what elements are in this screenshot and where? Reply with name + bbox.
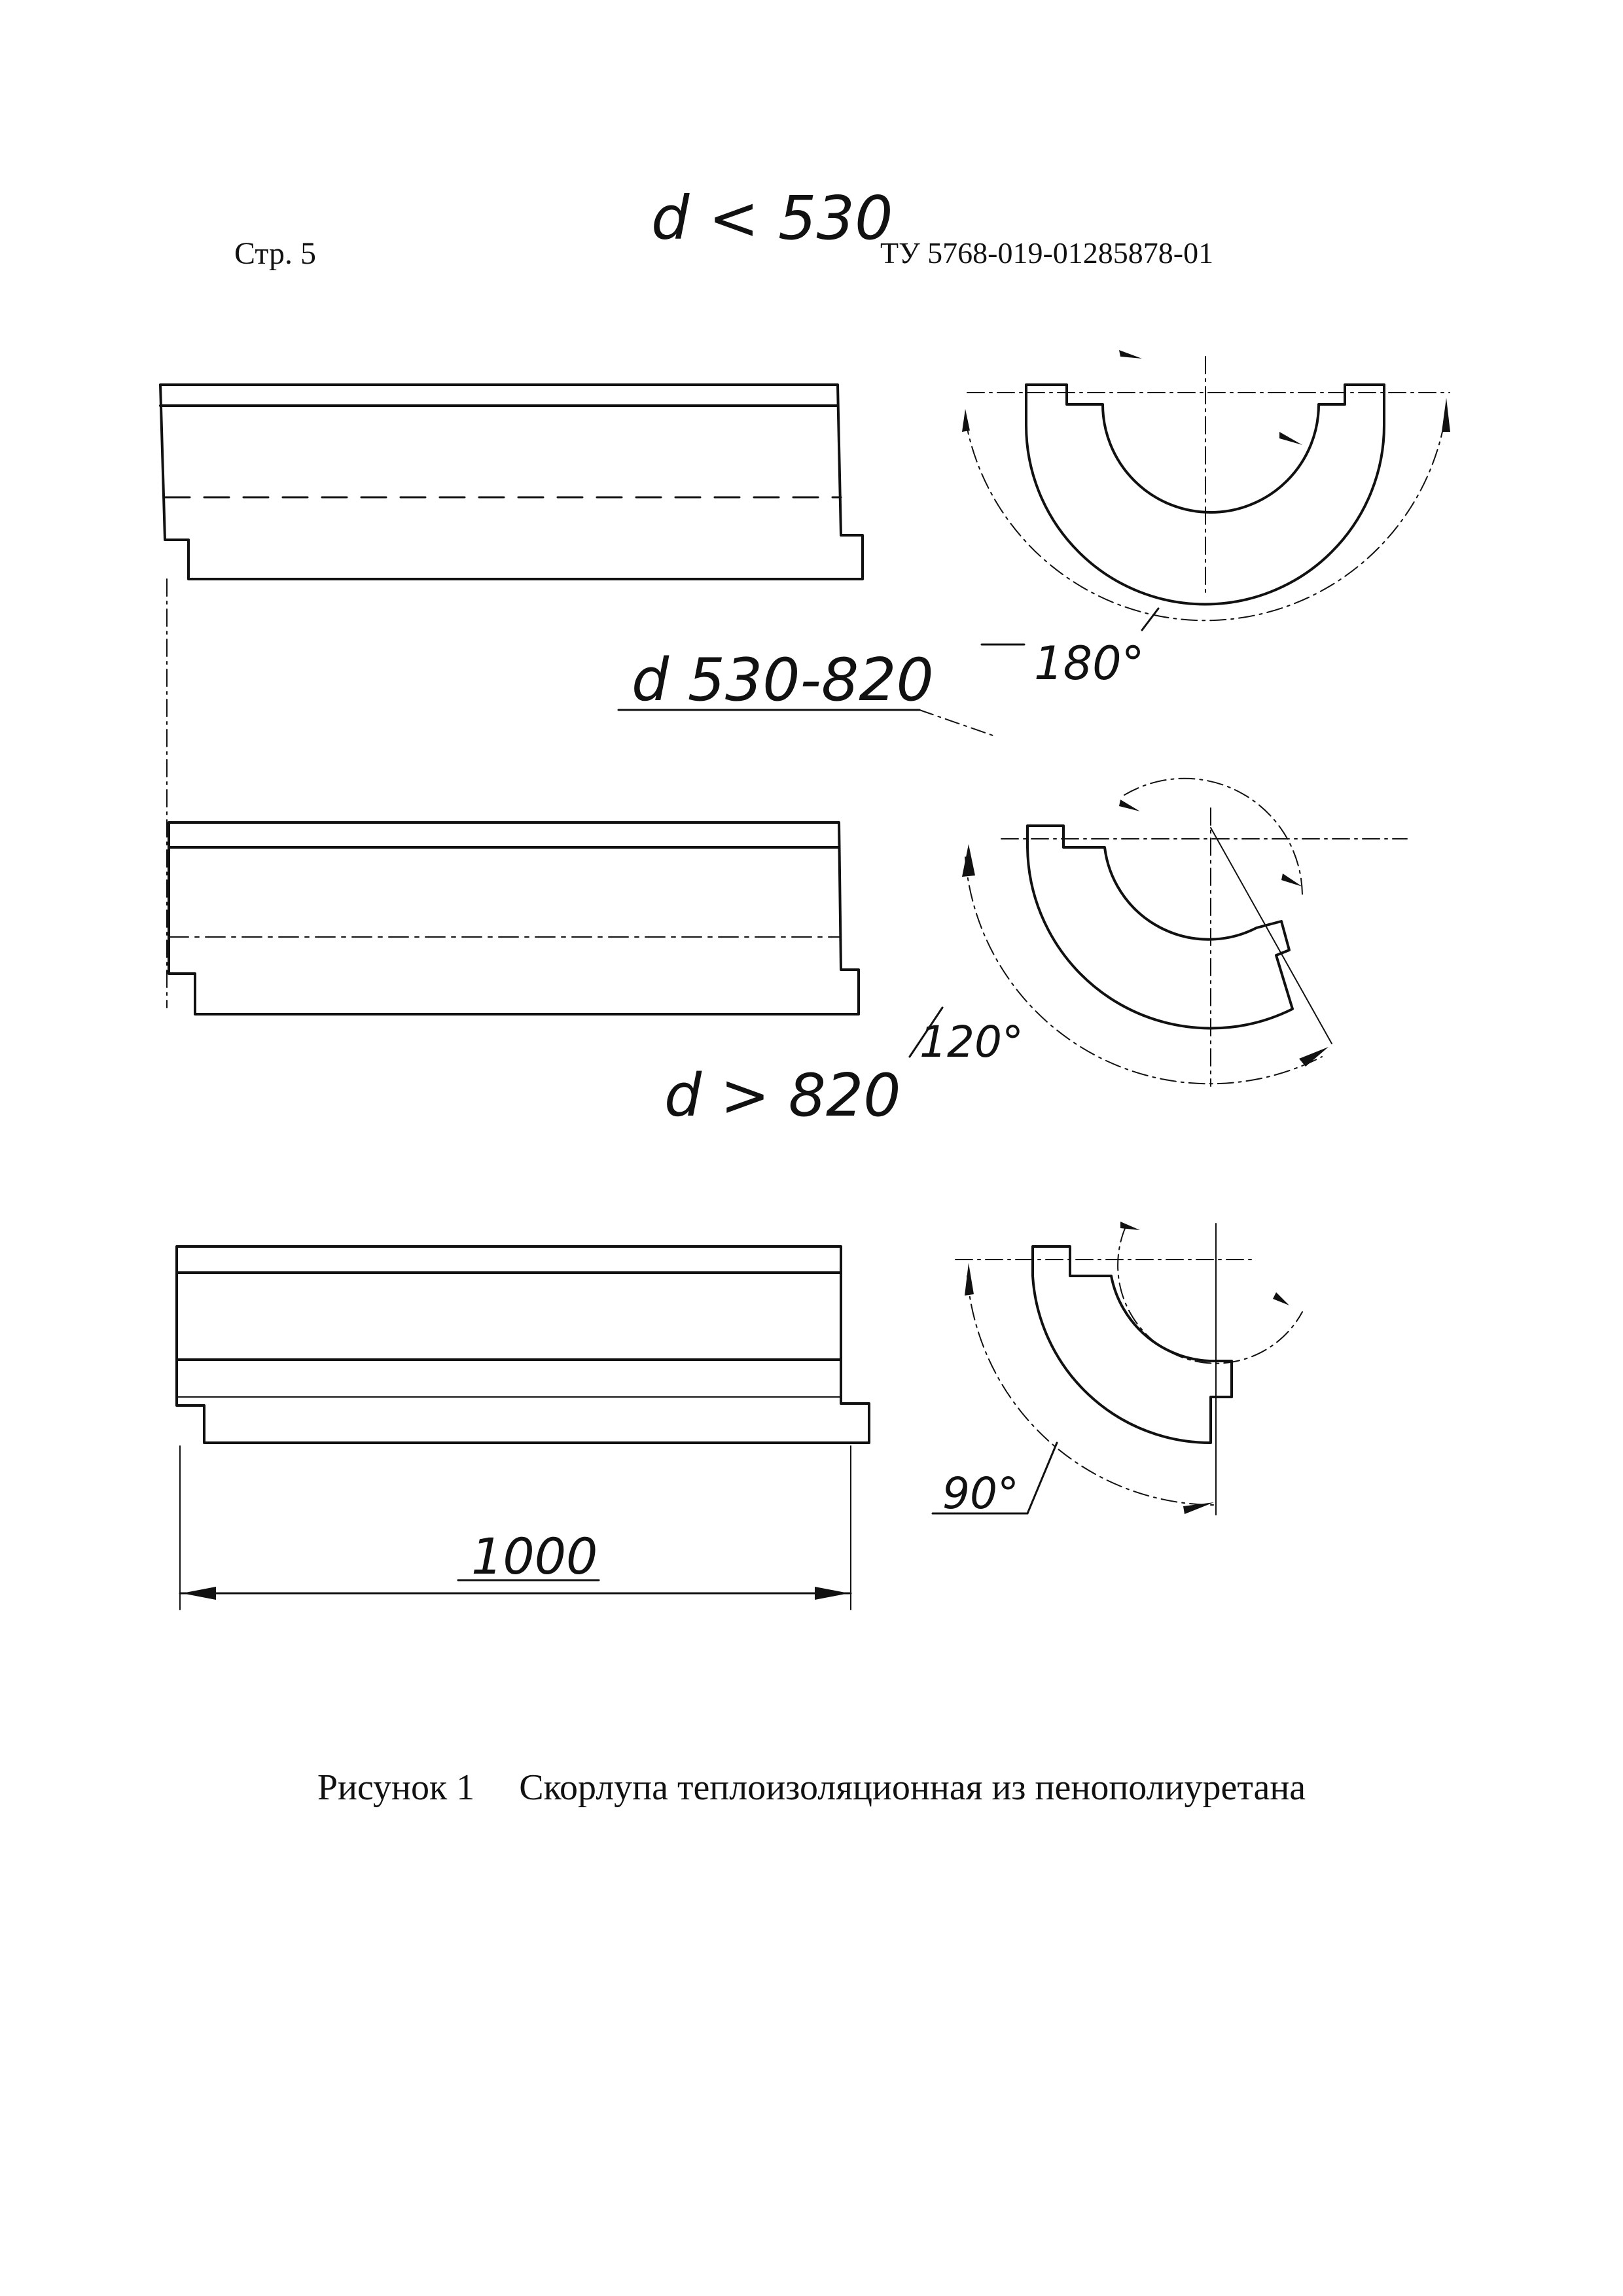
figure-title: Скорлупа теплоизоляционная из пенополиуретана	[519, 1767, 1306, 1808]
cross-section-180	[965, 357, 1450, 645]
angle-label-180: 180°	[1034, 637, 1145, 690]
side-view-3	[177, 1246, 869, 1443]
section-label-2: d 530-820	[632, 646, 934, 715]
figure-caption	[0, 1767, 1623, 1809]
section-label-1: d < 530	[651, 183, 893, 253]
figure-number: Рисунок 1	[317, 1767, 475, 1808]
angle-label-90: 90°	[942, 1468, 1019, 1519]
section-label-3: d > 820	[664, 1061, 901, 1130]
dimension-label: 1000	[471, 1527, 598, 1585]
page-number: Стр. 5	[234, 236, 316, 271]
side-view-1	[160, 385, 863, 579]
side-view-2	[169, 822, 859, 1014]
angle-label-120: 120°	[919, 1017, 1024, 1067]
document-code: ТУ 5768-019-01285878-01	[880, 236, 1214, 270]
